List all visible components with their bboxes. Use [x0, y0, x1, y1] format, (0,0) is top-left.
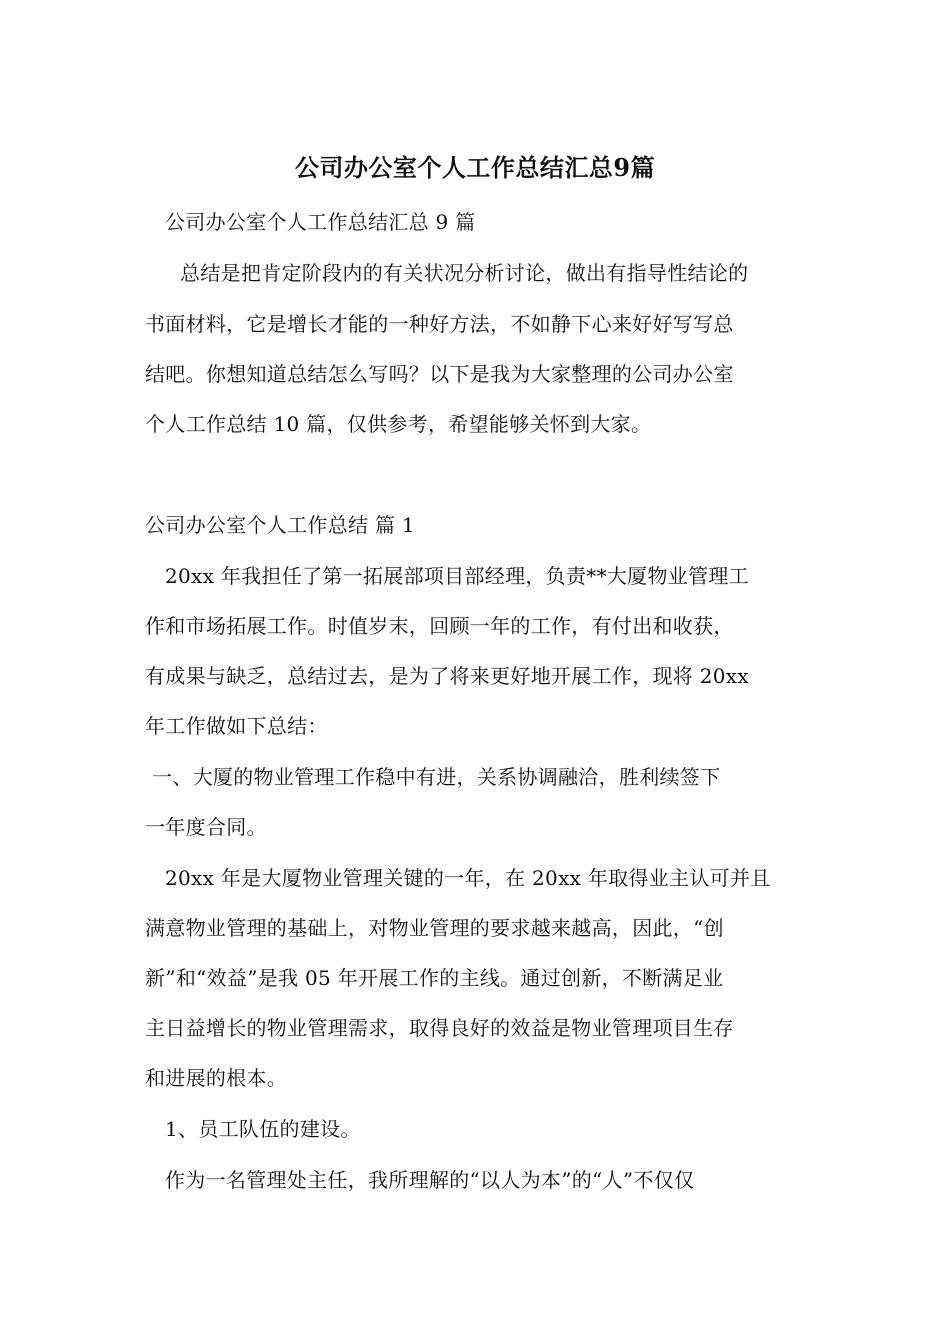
- subsection-heading: 1、员工队伍的建设。: [165, 1117, 361, 1141]
- paragraph-line: 20xx 年我担任了第一拓展部项目部经理，负责**大厦物业管理工: [165, 564, 749, 588]
- document-title: 公司办公室个人工作总结汇总9篇: [294, 153, 656, 182]
- paragraph-line: 20xx 年是大厦物业管理关键的一年，在 20xx 年取得业主认可并且: [165, 866, 771, 890]
- paragraph-line: 满意物业管理的基础上，对物业管理的要求越来越高，因此，“创: [145, 916, 724, 940]
- paragraph-line: 一年度合同。: [145, 815, 267, 839]
- paragraph-line: 主日益增长的物业管理需求，取得良好的效益是物业管理项目生存: [145, 1016, 734, 1040]
- paragraph-line: 总结是把肯定阶段内的有关状况分析讨论，做出有指导性结论的: [180, 261, 749, 285]
- subtitle-line: 公司办公室个人工作总结汇总 9 篇: [165, 210, 476, 234]
- paragraph-line: 作和市场拓展工作。时值岁末，回顾一年的工作，有付出和收获，: [145, 614, 734, 638]
- paragraph-line: 新”和“效益”是我 05 年开展工作的主线。通过创新，不断满足业: [145, 966, 724, 990]
- paragraph-line: 个人工作总结 10 篇，仅供参考，希望能够关怀到大家。: [145, 412, 652, 436]
- paragraph-line: 年工作做如下总结：: [145, 714, 328, 738]
- paragraph-line: 作为一名管理处主任，我所理解的“以人为本”的“人”不仅仅: [165, 1168, 695, 1192]
- paragraph-line: 结吧。你想知道总结怎么写吗？以下是我为大家整理的公司办公室: [145, 362, 734, 386]
- paragraph-line: 和进展的根本。: [145, 1066, 288, 1090]
- paragraph-line: 书面材料，它是增长才能的一种好方法，不如静下心来好好写写总: [145, 312, 734, 336]
- section-heading: 公司办公室个人工作总结 篇 1: [145, 513, 415, 537]
- paragraph-line: 有成果与缺乏，总结过去，是为了将来更好地开展工作，现将 20xx: [145, 664, 749, 688]
- paragraph-line: 一、大厦的物业管理工作稳中有进，关系协调融洽，胜利续签下: [152, 765, 721, 789]
